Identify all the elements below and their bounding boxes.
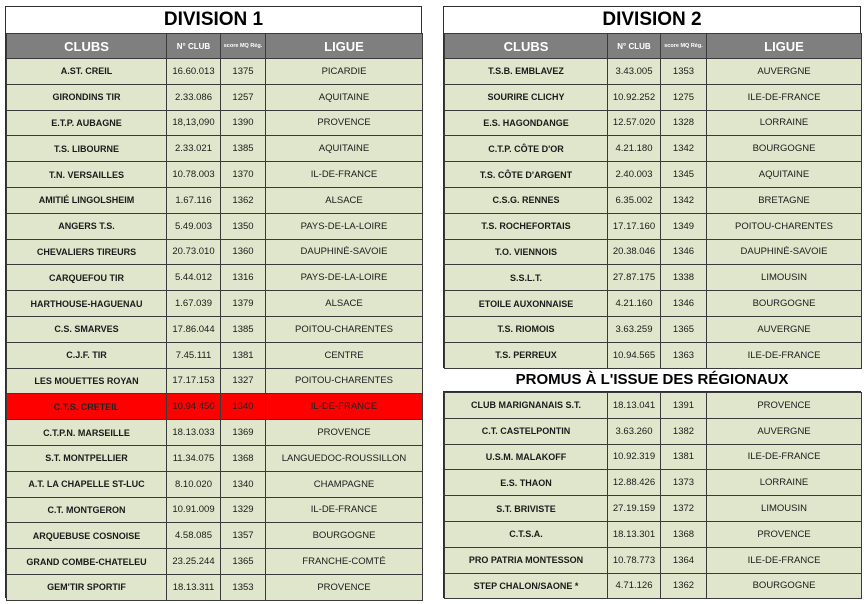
promus-body — [445, 393, 862, 599]
score-cell: 1368 — [661, 521, 707, 547]
score-cell: 1364 — [661, 547, 707, 573]
score-cell: 1365 — [661, 316, 707, 342]
division1-row — [7, 213, 423, 239]
score-cell: 1357 — [221, 523, 266, 549]
number-cell: 3.63.259 — [608, 316, 661, 342]
number-cell: 4.71.126 — [608, 573, 661, 599]
promus-table — [444, 392, 862, 599]
club-cell: C.S. SMARVES — [7, 316, 167, 342]
number-cell: 10.91.009 — [167, 497, 221, 523]
score-cell: 1381 — [221, 342, 266, 368]
division1-row — [7, 59, 423, 85]
number-cell: 27.87.175 — [608, 265, 661, 291]
division1-row — [7, 265, 423, 291]
ligue-cell: FRANCHE-COMTÉ — [266, 549, 423, 575]
number-cell: 16.60.013 — [167, 59, 221, 85]
ligue-cell: PROVENCE — [707, 521, 862, 547]
ligue-cell: BOURGOGNE — [266, 523, 423, 549]
division2-header-row — [445, 34, 862, 59]
number-cell: 4.58.085 — [167, 523, 221, 549]
ligue-cell: IL-DE-FRANCE — [266, 394, 423, 420]
division1-row — [7, 368, 423, 394]
division1-panel — [5, 6, 422, 598]
number-cell: 3.63.260 — [608, 418, 661, 444]
division1-row — [7, 445, 423, 471]
score-cell: 1368 — [221, 445, 266, 471]
number-cell: 17.17.153 — [167, 368, 221, 394]
club-cell: C.T.S.A. — [445, 521, 608, 547]
promus-row — [445, 496, 862, 522]
club-cell: T.S.B. EMBLAVEZ — [445, 59, 608, 85]
number-cell: 10.78.773 — [608, 547, 661, 573]
club-cell: E.S. HAGONDANGE — [445, 110, 608, 136]
ligue-cell: DAUPHINÉ-SAVOIE — [266, 239, 423, 265]
score-cell: 1257 — [221, 84, 266, 110]
division1-row — [7, 162, 423, 188]
ligue-cell: ALSACE — [266, 187, 423, 213]
ligue-cell: ALSACE — [266, 291, 423, 317]
club-cell: CARQUEFOU TIR — [7, 265, 167, 291]
club-cell: AMITIÉ LINGOLSHEIM — [7, 187, 167, 213]
club-cell: T.S. ROCHEFORTAIS — [445, 213, 608, 239]
score-cell: 1375 — [221, 59, 266, 85]
club-cell: T.S. RIOMOIS — [445, 316, 608, 342]
number-cell: 18.13.301 — [608, 521, 661, 547]
number-cell: 5.44.012 — [167, 265, 221, 291]
ligue-cell: POITOU-CHARENTES — [707, 213, 862, 239]
score-cell: 1362 — [221, 187, 266, 213]
score-cell: 1365 — [221, 549, 266, 575]
promus-title: PROMUS À L'ISSUE DES RÉGIONAUX — [515, 371, 789, 388]
number-cell: 2.33.086 — [167, 84, 221, 110]
promus-row — [445, 547, 862, 573]
division1-row — [7, 84, 423, 110]
club-cell: C.S.G. RENNES — [445, 187, 608, 213]
ligue-cell: LIMOUSIN — [707, 265, 862, 291]
number-cell: 4.21.160 — [608, 291, 661, 317]
number-cell: 12.57.020 — [608, 110, 661, 136]
ligue-cell: PROVENCE — [707, 393, 862, 419]
club-cell: A.ST. CREIL — [7, 59, 167, 85]
division1-row — [7, 110, 423, 136]
division2-row — [445, 265, 862, 291]
club-cell: S.T. MONTPELLIER — [7, 445, 167, 471]
club-cell: GEM'TIR SPORTIF — [7, 574, 167, 600]
division1-clubs-header: CLUBS — [7, 34, 167, 59]
division2-row — [445, 162, 862, 188]
division2-panel — [443, 6, 861, 368]
division1-row — [7, 471, 423, 497]
ligue-cell: IL-DE-FRANCE — [266, 162, 423, 188]
ligue-cell: LANGUEDOC-ROUSSILLON — [266, 445, 423, 471]
ligue-cell: PROVENCE — [266, 110, 423, 136]
number-cell: 18.13.041 — [608, 393, 661, 419]
division1-row — [7, 497, 423, 523]
promus-row — [445, 444, 862, 470]
score-cell: 1372 — [661, 496, 707, 522]
division2-score-header: score MQ Rég. — [661, 34, 707, 59]
division1-row — [7, 549, 423, 575]
division2-row — [445, 136, 862, 162]
number-cell: 12.88.426 — [608, 470, 661, 496]
number-cell: 2.33.021 — [167, 136, 221, 162]
number-cell: 5.49.003 — [167, 213, 221, 239]
club-cell: E.S. THAON — [445, 470, 608, 496]
score-cell: 1340 — [221, 394, 266, 420]
ligue-cell: BOURGOGNE — [707, 136, 862, 162]
number-cell: 10.78.003 — [167, 162, 221, 188]
division1-body — [7, 59, 423, 601]
division1-row — [7, 523, 423, 549]
division1-num-header: N° CLUB — [167, 34, 221, 59]
ligue-cell: ILE-DE-FRANCE — [707, 342, 862, 368]
division1-row — [7, 316, 423, 342]
number-cell: 1.67.116 — [167, 187, 221, 213]
score-cell: 1391 — [661, 393, 707, 419]
promus-row — [445, 393, 862, 419]
division1-table — [6, 33, 423, 601]
number-cell: 17.86.044 — [167, 316, 221, 342]
club-cell: E.T.P. AUBAGNE — [7, 110, 167, 136]
ligue-cell: PROVENCE — [266, 420, 423, 446]
score-cell: 1342 — [661, 136, 707, 162]
score-cell: 1346 — [661, 291, 707, 317]
promus-row — [445, 470, 862, 496]
division1-row — [7, 291, 423, 317]
ligue-cell: PROVENCE — [266, 574, 423, 600]
club-cell: S.T. BRIVISTE — [445, 496, 608, 522]
ligue-cell: AQUITAINE — [707, 162, 862, 188]
ligue-cell: AUVERGNE — [707, 418, 862, 444]
division2-row — [445, 59, 862, 85]
club-cell: STEP CHALON/SAONE * — [445, 573, 608, 599]
score-cell: 1338 — [661, 265, 707, 291]
club-cell: C.T.S. CRETEIL — [7, 394, 167, 420]
club-cell: SOURIRE CLICHY — [445, 84, 608, 110]
number-cell: 18.13.311 — [167, 574, 221, 600]
score-cell: 1385 — [221, 136, 266, 162]
score-cell: 1340 — [221, 471, 266, 497]
ligue-cell: ILE-DE-FRANCE — [707, 547, 862, 573]
ligue-cell: BRETAGNE — [707, 187, 862, 213]
score-cell: 1363 — [661, 342, 707, 368]
ligue-cell: LORRAINE — [707, 470, 862, 496]
score-cell: 1345 — [661, 162, 707, 188]
number-cell: 27.19.159 — [608, 496, 661, 522]
number-cell: 1.67.039 — [167, 291, 221, 317]
club-cell: A.T. LA CHAPELLE ST-LUC — [7, 471, 167, 497]
score-cell: 1275 — [661, 84, 707, 110]
club-cell: U.S.M. MALAKOFF — [445, 444, 608, 470]
division1-row — [7, 394, 423, 420]
promus-panel — [443, 391, 861, 598]
ligue-cell: LORRAINE — [707, 110, 862, 136]
club-cell: GIRONDINS TIR — [7, 84, 167, 110]
number-cell: 11.34.075 — [167, 445, 221, 471]
number-cell: 3.43.005 — [608, 59, 661, 85]
number-cell: 8.10.020 — [167, 471, 221, 497]
score-cell: 1353 — [661, 59, 707, 85]
division2-row — [445, 291, 862, 317]
club-cell: LES MOUETTES ROYAN — [7, 368, 167, 394]
club-cell: ARQUEBUSE COSNOISE — [7, 523, 167, 549]
club-cell: ANGERS T.S. — [7, 213, 167, 239]
score-cell: 1328 — [661, 110, 707, 136]
division2-table — [444, 33, 862, 369]
division2-row — [445, 316, 862, 342]
club-cell: C.T. CASTELPONTIN — [445, 418, 608, 444]
score-cell: 1342 — [661, 187, 707, 213]
number-cell: 20.38.046 — [608, 239, 661, 265]
ligue-cell: AUVERGNE — [707, 59, 862, 85]
club-cell: C.T.P. CÔTE D'OR — [445, 136, 608, 162]
score-cell: 1350 — [221, 213, 266, 239]
ligue-cell: BOURGOGNE — [707, 573, 862, 599]
score-cell: 1346 — [661, 239, 707, 265]
score-cell: 1360 — [221, 239, 266, 265]
number-cell: 10.94.450 — [167, 394, 221, 420]
ligue-cell: CHAMPAGNE — [266, 471, 423, 497]
ligue-cell: PAYS-DE-LA-LOIRE — [266, 213, 423, 239]
score-cell: 1390 — [221, 110, 266, 136]
division1-row — [7, 420, 423, 446]
ligue-cell: PICARDIE — [266, 59, 423, 85]
score-cell: 1373 — [661, 470, 707, 496]
club-cell: GRAND COMBE-CHATELEU — [7, 549, 167, 575]
division2-ligue-header: LIGUE — [707, 34, 862, 59]
number-cell: 2.40.003 — [608, 162, 661, 188]
ligue-cell: DAUPHINÉ-SAVOIE — [707, 239, 862, 265]
division1-row — [7, 342, 423, 368]
division1-row — [7, 187, 423, 213]
number-cell: 10.92.252 — [608, 84, 661, 110]
division1-score-header: score MQ Rég. — [221, 34, 266, 59]
ligue-cell: PAYS-DE-LA-LOIRE — [266, 265, 423, 291]
division2-num-header: N° CLUB — [608, 34, 661, 59]
division2-row — [445, 110, 862, 136]
number-cell: 18,13,090 — [167, 110, 221, 136]
club-cell: PRO PATRIA MONTESSON — [445, 547, 608, 573]
division1-ligue-header: LIGUE — [266, 34, 423, 59]
club-cell: C.T.P.N. MARSEILLE — [7, 420, 167, 446]
ligue-cell: BOURGOGNE — [707, 291, 862, 317]
number-cell: 6.35.002 — [608, 187, 661, 213]
score-cell: 1369 — [221, 420, 266, 446]
ligue-cell: ILE-DE-FRANCE — [707, 84, 862, 110]
ligue-cell: POITOU-CHARENTES — [266, 316, 423, 342]
number-cell: 20.73.010 — [167, 239, 221, 265]
number-cell: 17.17.160 — [608, 213, 661, 239]
division1-row — [7, 136, 423, 162]
number-cell: 10.92.319 — [608, 444, 661, 470]
score-cell: 1353 — [221, 574, 266, 600]
ligue-cell: CENTRE — [266, 342, 423, 368]
division2-row — [445, 213, 862, 239]
division1-row — [7, 239, 423, 265]
club-cell: T.S. LIBOURNE — [7, 136, 167, 162]
score-cell: 1316 — [221, 265, 266, 291]
ligue-cell: LIMOUSIN — [707, 496, 862, 522]
ligue-cell: AQUITAINE — [266, 84, 423, 110]
division1-row — [7, 574, 423, 600]
score-cell: 1327 — [221, 368, 266, 394]
ligue-cell: ILE-DE-FRANCE — [707, 444, 862, 470]
division1-header-row — [7, 34, 423, 59]
score-cell: 1370 — [221, 162, 266, 188]
number-cell: 4.21.180 — [608, 136, 661, 162]
ligue-cell: POITOU-CHARENTES — [266, 368, 423, 394]
club-cell: T.O. VIENNOIS — [445, 239, 608, 265]
division2-row — [445, 187, 862, 213]
club-cell: T.N. VERSAILLES — [7, 162, 167, 188]
number-cell: 7.45.111 — [167, 342, 221, 368]
club-cell: C.T. MONTGERON — [7, 497, 167, 523]
division2-clubs-header: CLUBS — [445, 34, 608, 59]
division2-row — [445, 239, 862, 265]
club-cell: HARTHOUSE-HAGUENAU — [7, 291, 167, 317]
division2-body — [445, 59, 862, 369]
club-cell: S.S.L.T. — [445, 265, 608, 291]
ligue-cell: IL-DE-FRANCE — [266, 497, 423, 523]
division2-row — [445, 342, 862, 368]
club-cell: T.S. PERREUX — [445, 342, 608, 368]
club-cell: T.S. CÔTE D'ARGENT — [445, 162, 608, 188]
division2-title: DIVISION 2 — [602, 9, 702, 30]
score-cell: 1362 — [661, 573, 707, 599]
ligue-cell: AQUITAINE — [266, 136, 423, 162]
club-cell: C.J.F. TIR — [7, 342, 167, 368]
club-cell: ETOILE AUXONNAISE — [445, 291, 608, 317]
score-cell: 1329 — [221, 497, 266, 523]
score-cell: 1379 — [221, 291, 266, 317]
promus-row — [445, 418, 862, 444]
promus-row — [445, 521, 862, 547]
promus-row — [445, 573, 862, 599]
number-cell: 10.94.565 — [608, 342, 661, 368]
ligue-cell: AUVERGNE — [707, 316, 862, 342]
number-cell: 23.25.244 — [167, 549, 221, 575]
club-cell: CLUB MARIGNANAIS S.T. — [445, 393, 608, 419]
division1-title: DIVISION 1 — [163, 9, 264, 30]
score-cell: 1381 — [661, 444, 707, 470]
score-cell: 1385 — [221, 316, 266, 342]
score-cell: 1349 — [661, 213, 707, 239]
club-cell: CHEVALIERS TIREURS — [7, 239, 167, 265]
score-cell: 1382 — [661, 418, 707, 444]
division2-row — [445, 84, 862, 110]
number-cell: 18.13.033 — [167, 420, 221, 446]
